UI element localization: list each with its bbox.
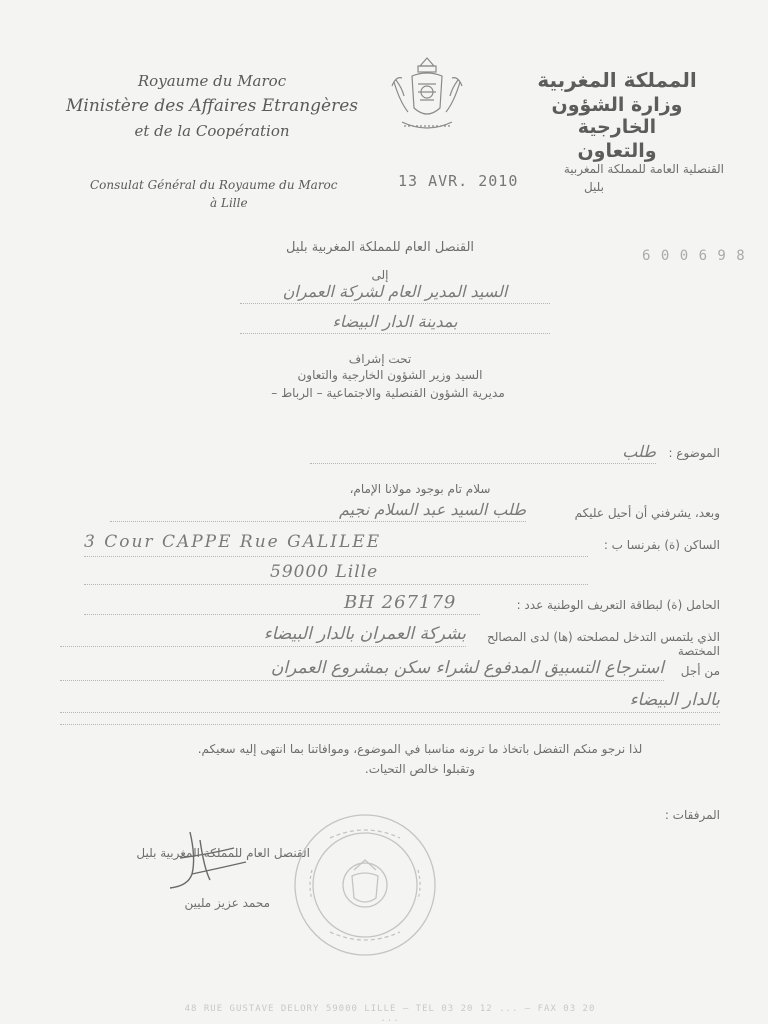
ministry-fr: Ministère des Affaires Etrangères [65,96,359,116]
coat-of-arms-emblem [382,52,472,142]
via-directorate: مديرية الشؤون القنصلية والاجتماعية – الرباط – [271,386,505,400]
closing-request: لذا نرجو منكم التفضل باتخاذ ما ترونه مناسبا في الموضوع، وموافاتنا بما انتهى إليه سعيكم. [197,742,643,756]
attachments-label: المرفقات : [664,808,720,822]
consulate-fr-line2: à Lille [210,196,248,210]
consulate-fr [90,178,370,210]
kingdom-fr: Royaume du Maroc [137,72,287,90]
request-value-1: بشركة العمران بالدار البيضاء [60,624,466,647]
official-seal-stamp [290,810,440,960]
address-line-2: 59000 Lille [270,562,379,582]
consulate-ar [510,162,724,194]
request-label: الذي يلتمس التدخل لمصلحته (ها) لدى المصالح المختصة [486,630,720,658]
subject-label: الموضوع : [668,446,720,460]
id-card-rule [84,614,480,615]
reference-number: 6 0 0 6 9 8 [642,248,746,264]
applicant-name: طلب السيد عبد السلام نجيم [110,500,526,522]
greeting: سلام تام بوجود مولانا الإمام، [349,482,491,496]
address-rule-1 [84,556,588,557]
signature-title: القنصل العام للمملكة المغربية بليل [136,846,310,860]
cooperation-fr: et de la Coopération [134,122,290,140]
date-stamp: 13 AVR. 2010 [398,172,519,190]
consulate-ar-line2: بليل [583,180,604,194]
address-line-1: 3 Cour CAPPE Rue GALILEE [84,532,382,552]
id-card-label: الحامل (ة) لبطاقة التعريف الوطنية عدد : [516,598,720,612]
cooperation-ar: والتعاون [577,140,657,162]
request-value-3: بالدار البيضاء [60,690,720,713]
recipient-line-2: بمدينة الدار البيضاء [240,312,550,334]
consulate-ar-line1: القنصلية العامة للمملكة المغربية [563,162,724,176]
via-label: تحت إشراف [348,352,412,366]
handwritten-signature [150,828,260,898]
to-label: إلى [371,268,389,282]
consulate-fr-line1: Consulat Général du Royaume du Maroc [90,178,338,192]
sender-line: القنصل العام للمملكة المغربية بليل [285,240,475,255]
address-label: الساكن (ة) بفرنسا ب : [603,538,720,552]
closing-regards: وتقبلوا خالص التحيات. [364,762,476,776]
recipient-line-1: السيد المدير العام لشركة العمران [240,282,550,304]
via-minister: السيد وزير الشؤون الخارجية والتعاون [297,368,483,382]
address-rule-2 [84,584,588,585]
ministry-ar: وزارة الشؤون الخارجية [551,94,683,138]
subject-value: طلب [310,442,656,464]
body-intro-label: وبعد، يشرفني أن أحيل عليكم [574,506,720,520]
request-value-2: استرجاع التسبيق المدفوع لشراء سكن بمشروع العمران [60,658,664,681]
header-ar [512,68,722,162]
id-card-number: BH 267179 [344,592,457,613]
request-purpose-label: من أجل [680,664,720,678]
kingdom-ar: المملكة المغربية [537,68,697,92]
footer-address: 48 RUE GUSTAVE DELORY 59000 LILLE – TEL 03 20 12 ... – FAX 03 20 ... [184,1004,596,1024]
header-fr [62,72,362,140]
request-rule [60,724,720,725]
signatory-name: محمد عزيز مليين [184,896,270,910]
